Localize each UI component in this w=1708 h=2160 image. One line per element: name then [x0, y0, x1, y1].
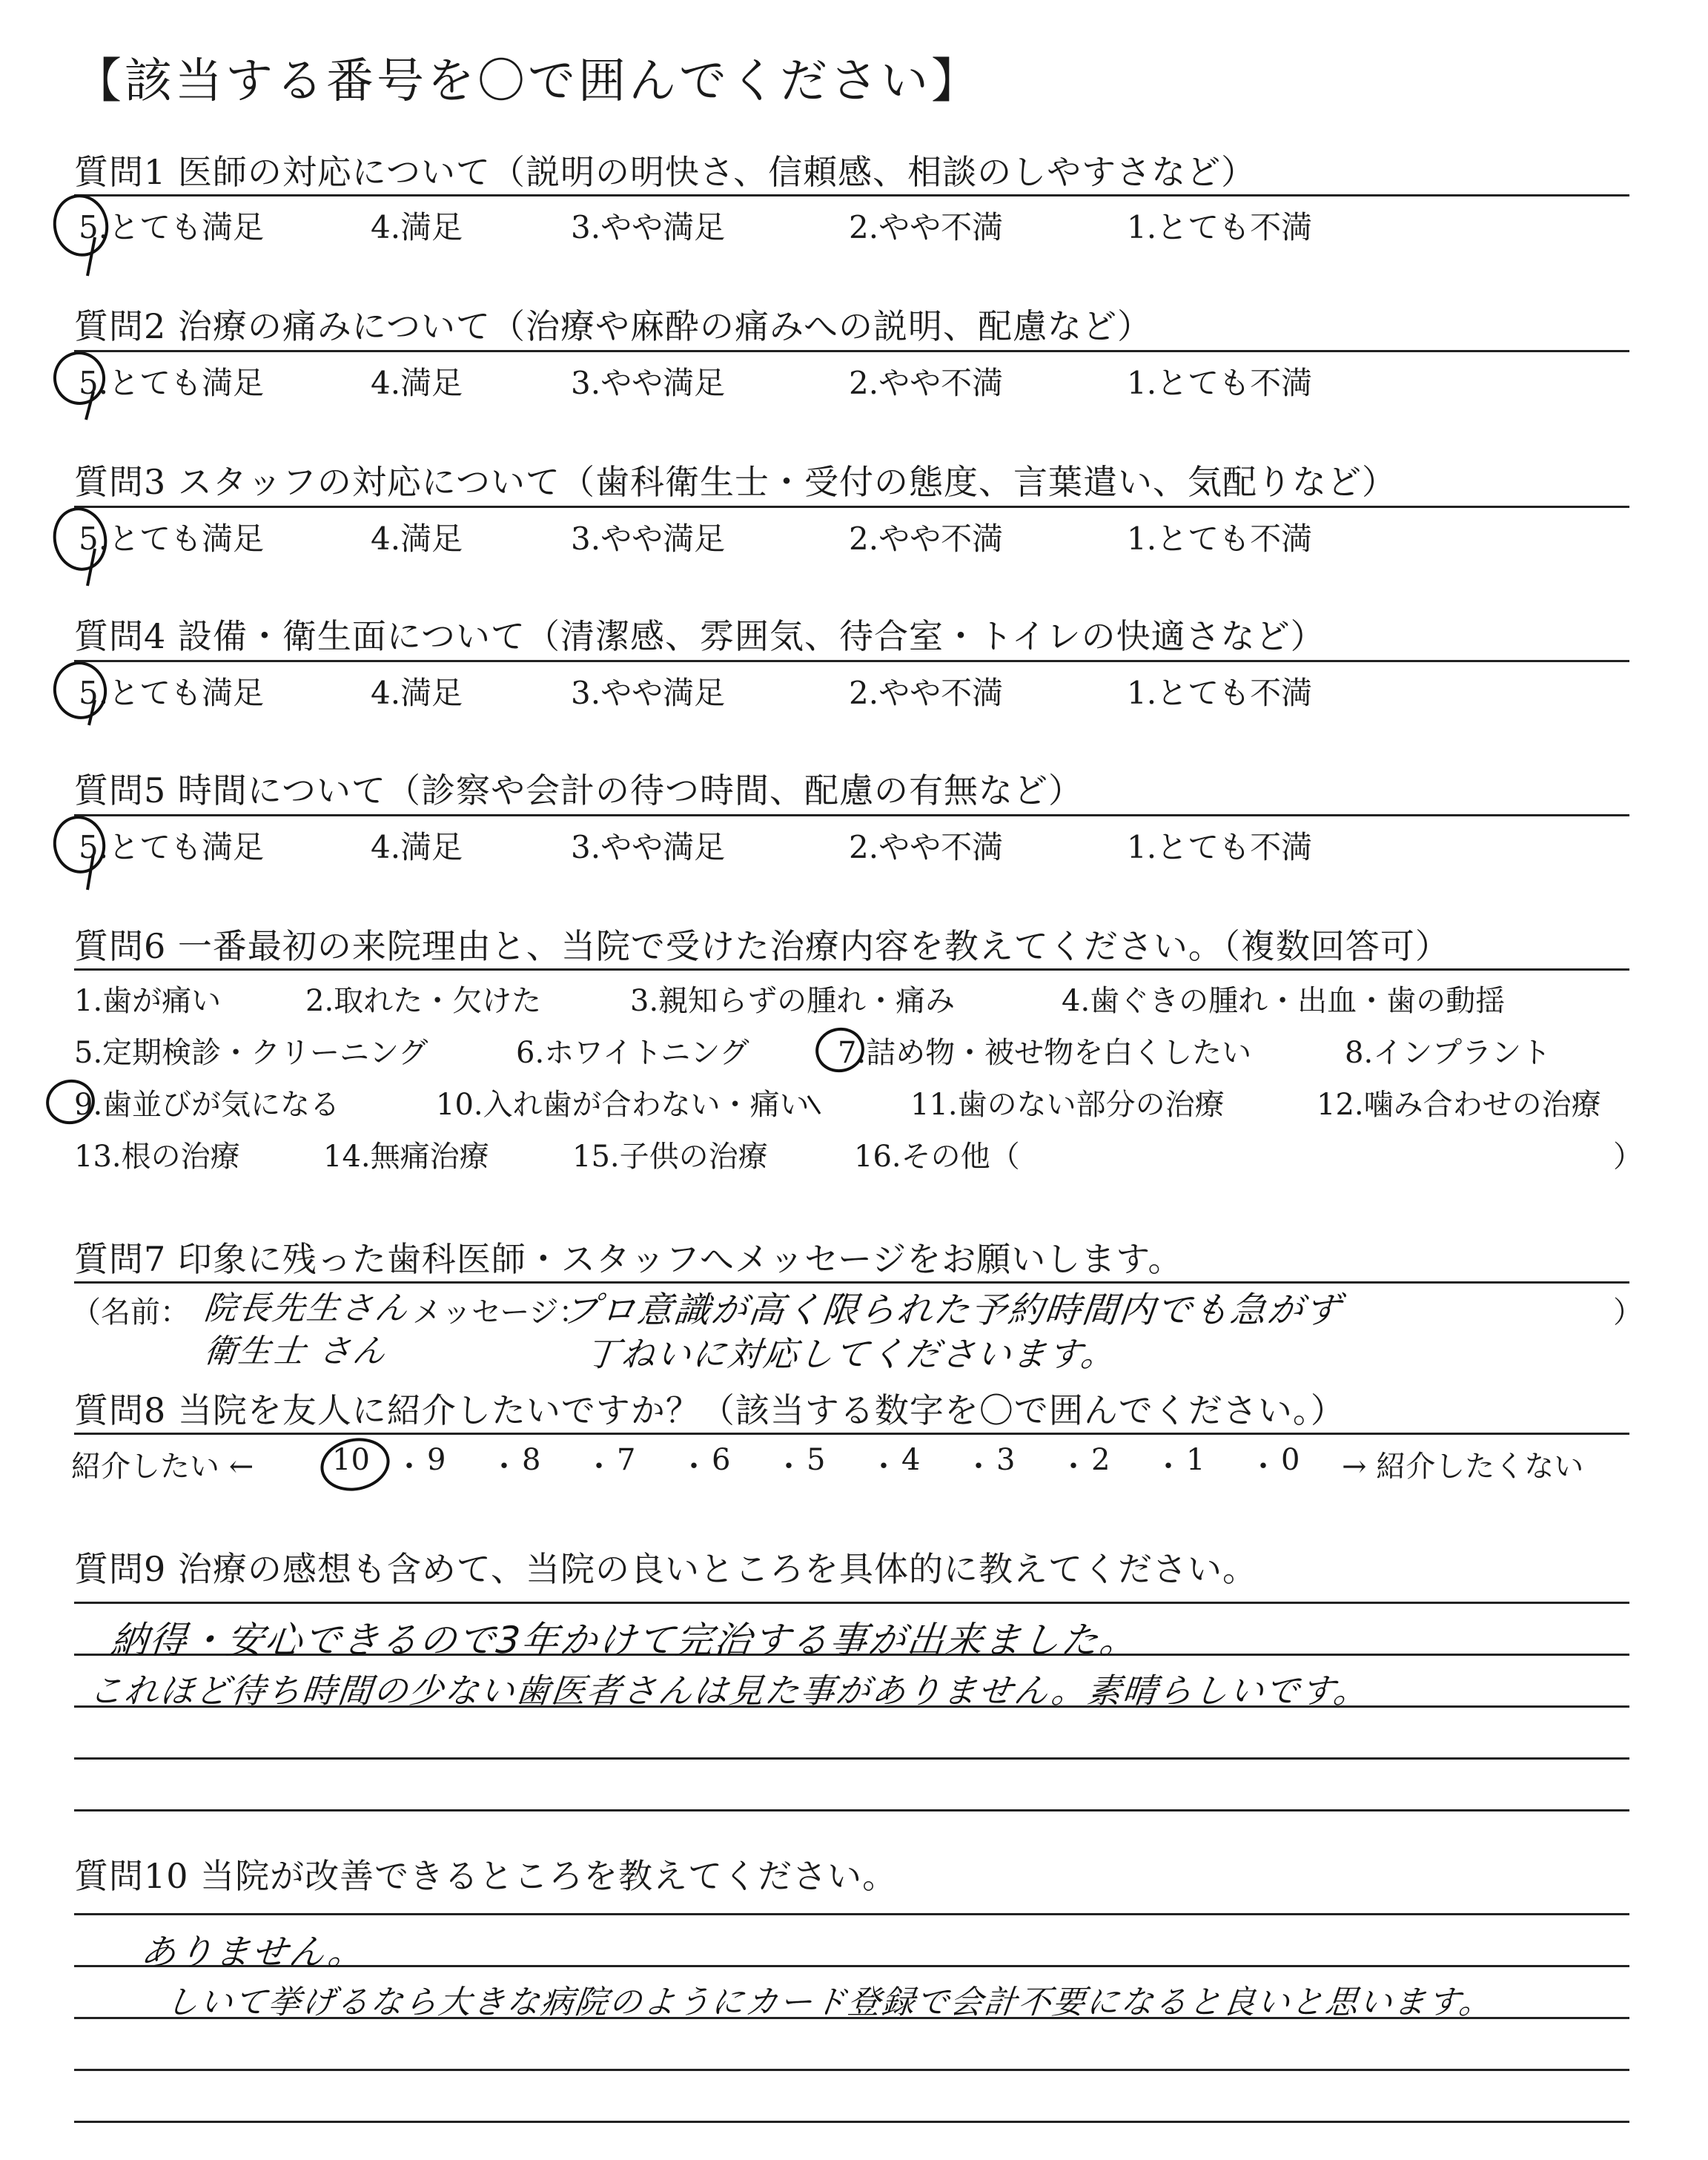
q8-scale-6[interactable]: 6 — [712, 1443, 731, 1477]
q6-reason-4[interactable]: 4.歯ぐきの腫れ・出血・歯の動揺 — [1062, 984, 1506, 1018]
q4-option-1[interactable]: 1.とても不満 — [1127, 675, 1313, 711]
q8-scale-separator: ・ — [964, 1450, 993, 1484]
question-5-label: 質問5 時間について（診察や会計の待つ時間、配慮の有無など） — [74, 770, 1083, 810]
form-title: 【該当する番号を〇で囲んでください】 — [74, 54, 982, 109]
q3-option-1[interactable]: 1.とても不満 — [1127, 521, 1313, 557]
question-9-label: 質問9 治療の感想も含めて、当院の良いところを具体的に教えてください。 — [74, 1549, 1257, 1589]
q6-stray-mark — [808, 1096, 820, 1114]
q8-scale-separator: ・ — [394, 1450, 424, 1484]
q3-option-2[interactable]: 2.やや不満 — [849, 521, 1004, 557]
q8-scale-separator: ・ — [1248, 1450, 1278, 1484]
q5-option-4[interactable]: 4.満足 — [371, 829, 463, 865]
question-7-label: 質問7 印象に残った歯科医師・スタッフへメッセージをお願いします。 — [74, 1239, 1183, 1279]
q2-option-4[interactable]: 4.満足 — [371, 365, 463, 401]
q2-option-1[interactable]: 1.とても不満 — [1127, 365, 1313, 401]
q8-scale-separator: ・ — [679, 1450, 709, 1484]
q5-option-1[interactable]: 1.とても不満 — [1127, 829, 1313, 865]
q8-scale-10[interactable]: 10 — [332, 1443, 370, 1477]
q8-scale-separator: ・ — [1059, 1450, 1088, 1484]
q7-name-line-2[interactable]: 衛生士 さん — [202, 1332, 389, 1370]
q6-reason-1[interactable]: 1.歯が痛い — [74, 984, 222, 1018]
q6-reason-5[interactable]: 5.定期検診・クリーニング — [74, 1036, 428, 1070]
q1-option-2[interactable]: 2.やや不満 — [849, 209, 1004, 245]
q1-option-3[interactable]: 3.やや満足 — [571, 209, 726, 245]
q6-reason-13[interactable]: 13.根の治療 — [74, 1140, 240, 1174]
question-1-label: 質問1 医師の対応について（説明の明快さ、信頼感、相談のしやすさなど） — [74, 152, 1257, 192]
q5-option-5[interactable]: 5.とても満足 — [79, 829, 265, 865]
q2-pen-tail — [86, 392, 93, 420]
q2-option-3[interactable]: 3.やや満足 — [571, 365, 726, 401]
q7-close-paren: ） — [1613, 1295, 1643, 1330]
q5-option-3[interactable]: 3.やや満足 — [571, 829, 726, 865]
q8-scale-1[interactable]: 1 — [1186, 1443, 1205, 1477]
q8-scale-separator: ・ — [869, 1450, 898, 1484]
q7-message-line-2[interactable]: 丁ねいに対応してくださいます。 — [583, 1334, 1119, 1374]
q1-option-1[interactable]: 1.とても不満 — [1127, 209, 1313, 245]
q8-scale-7[interactable]: 7 — [617, 1443, 636, 1477]
q8-scale-separator: ・ — [489, 1450, 519, 1484]
q8-scale-separator: ・ — [774, 1450, 804, 1484]
q8-scale-8[interactable]: 8 — [522, 1443, 541, 1477]
q6-reason-6[interactable]: 6.ホワイトニング — [516, 1036, 749, 1070]
q5-pen-tail — [87, 854, 93, 890]
q6-reason-9[interactable]: 9.歯並びが気になる — [74, 1088, 340, 1122]
question-3-label: 質問3 スタッフの対応について（歯科衛生士・受付の態度、言葉遣い、気配りなど） — [74, 462, 1397, 502]
q1-pen-tail — [87, 237, 95, 276]
question-8-label: 質問8 当院を友人に紹介したいですか？（該当する数字を〇で囲んでください。） — [74, 1390, 1345, 1430]
q4-option-5[interactable]: 5.とても満足 — [79, 675, 265, 711]
q2-option-5[interactable]: 5.とても満足 — [79, 365, 265, 401]
q6-other-close-paren: ） — [1613, 1140, 1643, 1174]
q1-option-5[interactable]: 5.とても満足 — [79, 209, 265, 245]
q8-scale-separator: ・ — [584, 1450, 614, 1484]
q6-reason-3[interactable]: 3.親知らずの腫れ・痛み — [630, 984, 956, 1018]
q7-message-label: メッセージ： — [412, 1295, 589, 1330]
q7-name-line-1[interactable]: 院長先生さん — [202, 1289, 411, 1327]
q6-reason-15[interactable]: 15.子供の治療 — [572, 1140, 768, 1174]
q8-left-label: 紹介したい ← — [71, 1450, 254, 1484]
q8-scale-separator: ・ — [1153, 1450, 1183, 1484]
q3-pen-tail — [87, 549, 95, 586]
q8-scale-0[interactable]: 0 — [1281, 1443, 1300, 1477]
q8-right-label: → 紹介したくない — [1342, 1450, 1584, 1484]
question-2-label: 質問2 治療の痛みについて（治療や麻酔の痛みへの説明、配慮など） — [74, 306, 1153, 346]
question-4-label: 質問4 設備・衛生面について（清潔感、雰囲気、待合室・トイレの快適さなど） — [74, 616, 1325, 656]
q4-option-4[interactable]: 4.満足 — [371, 675, 463, 711]
q8-scale-5[interactable]: 5 — [807, 1443, 826, 1477]
question-6-label: 質問6 一番最初の来院理由と、当院で受けた治療内容を教えてください。（複数回答可） — [74, 926, 1450, 966]
q6-reason-8[interactable]: 8.インプラント — [1345, 1036, 1552, 1070]
q6-reason-2[interactable]: 2.取れた・欠けた — [305, 984, 542, 1018]
q10-answer-line-2[interactable]: しいて挙げるなら大きな病院のようにカード登録で会計不要になると良いと思います。 — [163, 1984, 1495, 2021]
q6-reason-10[interactable]: 10.入れ歯が合わない・痛い — [436, 1088, 810, 1122]
q8-scale-3[interactable]: 3 — [996, 1443, 1016, 1477]
q1-option-4[interactable]: 4.満足 — [371, 209, 463, 245]
q7-name-label: （名前： — [71, 1295, 190, 1330]
q5-option-2[interactable]: 2.やや不満 — [849, 829, 1004, 865]
q6-reason-11[interactable]: 11.歯のない部分の治療 — [910, 1088, 1225, 1122]
q4-pen-tail — [89, 700, 95, 725]
question-10-label: 質問10 当院が改善できるところを教えてください。 — [74, 1856, 898, 1896]
q6-reason-14[interactable]: 14.無痛治療 — [323, 1140, 489, 1174]
q3-option-5[interactable]: 5.とても満足 — [79, 521, 265, 557]
q10-answer-line-1[interactable]: ありません。 — [138, 1932, 368, 1973]
q2-option-2[interactable]: 2.やや不満 — [849, 365, 1004, 401]
q7-message-line-1[interactable]: プロ意識が高く限られた予約時間内でも急がず — [560, 1289, 1344, 1331]
q9-answer-line-1[interactable]: 納得・安心できるので3年かけて完治する事が出来ました。 — [108, 1619, 1141, 1662]
q4-option-3[interactable]: 3.やや満足 — [571, 675, 726, 711]
q6-reason-12[interactable]: 12.噛み合わせの治療 — [1317, 1088, 1601, 1122]
q8-scale-9[interactable]: 9 — [427, 1443, 446, 1477]
q8-scale-4[interactable]: 4 — [901, 1443, 921, 1477]
q3-option-4[interactable]: 4.満足 — [371, 521, 463, 557]
q4-option-2[interactable]: 2.やや不満 — [849, 675, 1004, 711]
q6-reason-16[interactable]: 16.その他（ — [854, 1140, 1020, 1174]
q9-answer-line-2[interactable]: これほど待ち時間の少ない歯医者さんは見た事がありません。素晴らしいです。 — [86, 1671, 1371, 1711]
q8-scale-2[interactable]: 2 — [1091, 1443, 1110, 1477]
q6-reason-7[interactable]: 7.詰め物・被せ物を白くしたい — [838, 1036, 1252, 1070]
q3-option-3[interactable]: 3.やや満足 — [571, 521, 726, 557]
